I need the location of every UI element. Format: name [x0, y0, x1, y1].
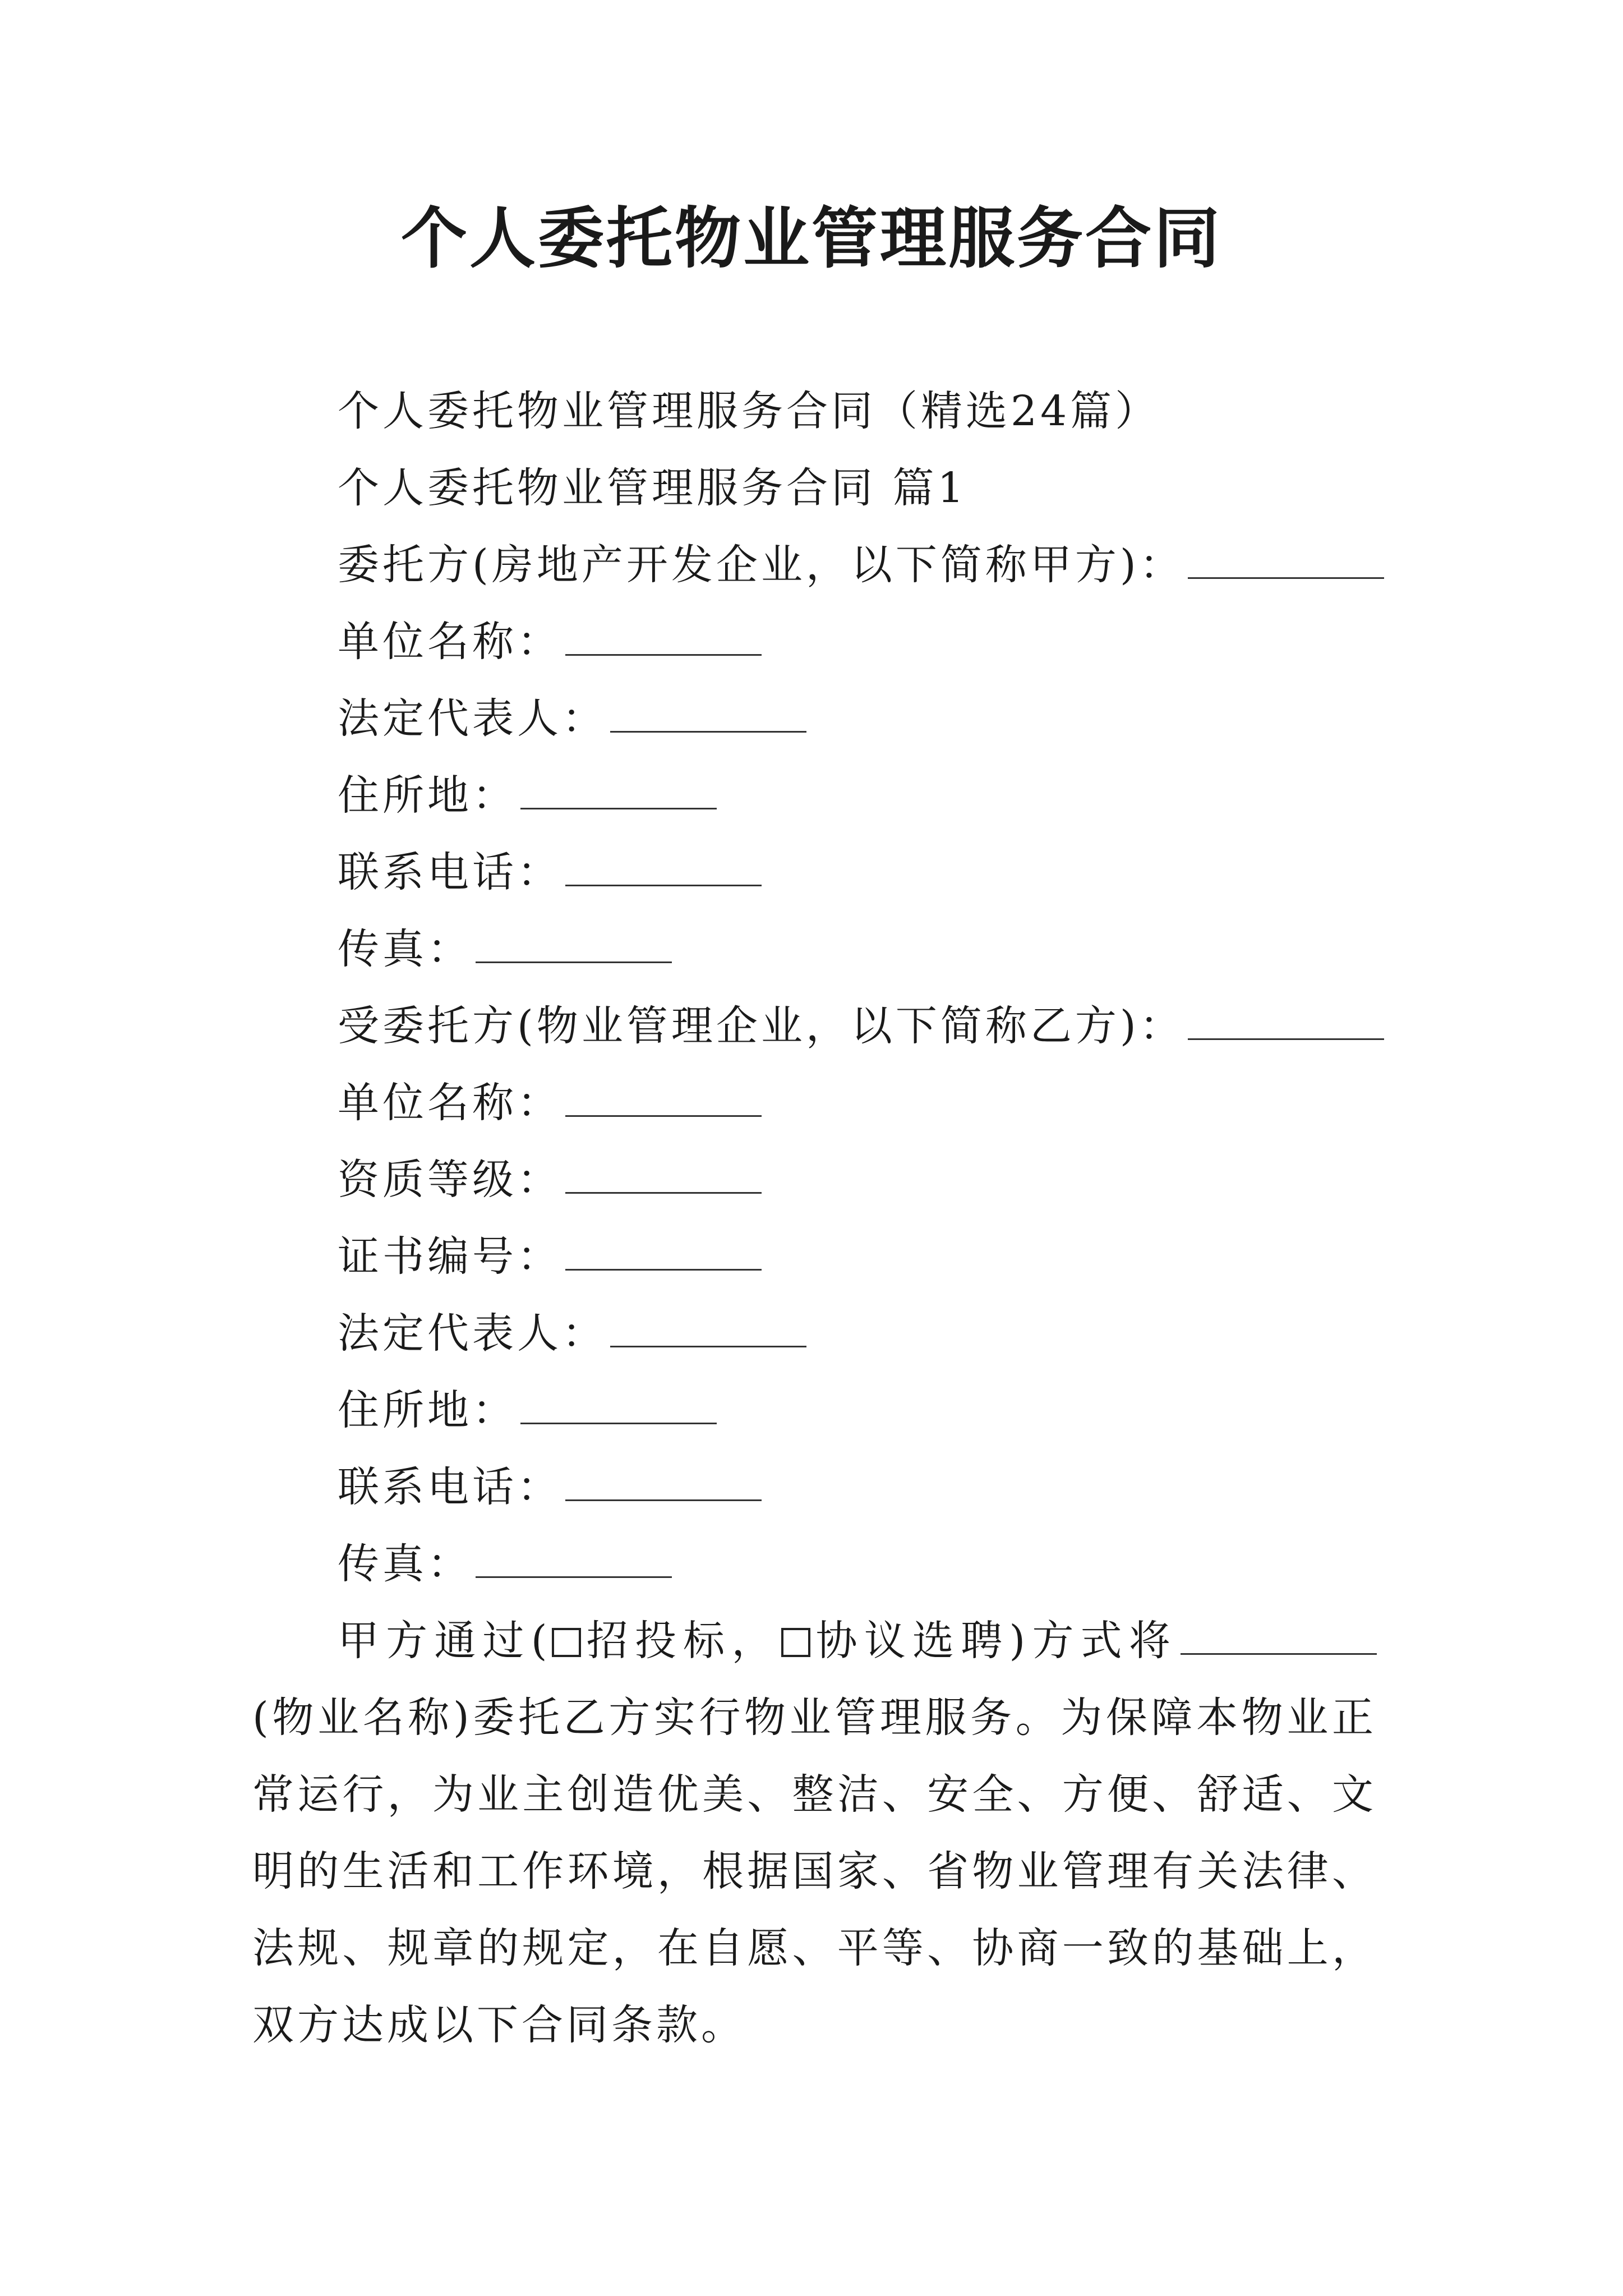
party-a-blank — [1188, 538, 1384, 579]
field-label: 传真： — [338, 1540, 472, 1588]
field-label: 法定代表人： — [338, 694, 607, 743]
fill-blank — [565, 1460, 762, 1501]
party-a-heading-label: 委托方(房地产开发企业，以下简称甲方)： — [338, 541, 1184, 589]
fill-blank — [565, 615, 762, 656]
party-a-field-phone — [252, 834, 1377, 911]
party-b-field-phone — [252, 1449, 1377, 1526]
checkbox-icon — [781, 1628, 810, 1657]
fill-blank — [520, 1383, 717, 1424]
field-label: 单位名称： — [338, 618, 562, 666]
fill-blank — [565, 845, 762, 886]
field-label: 资质等级： — [338, 1156, 562, 1204]
section-heading: 个人委托物业管理服务合同 篇1 — [338, 464, 967, 512]
fill-blank — [476, 1537, 672, 1578]
fill-blank — [565, 1076, 762, 1117]
document-title: 个人委托物业管理服务合同 — [400, 199, 1222, 277]
intro-option1: 招投标， — [583, 1617, 780, 1665]
party-b-field-qualification — [252, 1142, 1377, 1218]
field-label: 联系电话： — [338, 848, 562, 896]
fill-blank — [565, 1153, 762, 1194]
party-b-field-legal-rep — [252, 1295, 1377, 1372]
checkbox-icon — [552, 1628, 581, 1657]
party-b-field-address — [252, 1372, 1377, 1449]
document-subtitle: 个人委托物业管理服务合同（精选24篇） — [338, 387, 1160, 435]
field-label: 传真： — [338, 925, 472, 973]
fill-blank — [610, 1306, 806, 1347]
party-b-blank — [1188, 999, 1384, 1040]
fill-blank — [520, 769, 717, 809]
fill-blank — [476, 922, 672, 963]
party-b-field-certificate — [252, 1218, 1377, 1295]
fill-blank — [565, 1230, 762, 1271]
party-b-field-company — [252, 1065, 1377, 1142]
document-body — [252, 373, 1377, 2064]
intro-part1: 甲方通过( — [338, 1617, 551, 1665]
property-name-blank — [1181, 1614, 1377, 1655]
field-label: 法定代表人： — [338, 1309, 607, 1358]
field-label: 证书编号： — [338, 1232, 562, 1281]
party-a-field-fax — [252, 911, 1377, 988]
intro-paragraph — [252, 1603, 1377, 2064]
intro-part2: (物业名称)委托乙方实行物业管理服务。为保障本物业正常运行，为业主创造优美、整洁、安全、方便、舒适、文明的生活和工作环境，根据国家、省物业管理有关法律、法规、规章的规定，在自愿、平等、协商一致的基础上，双方达成以下合同条款。 — [252, 1694, 1377, 2049]
party-a-heading — [252, 527, 1377, 604]
party-a-field-address — [252, 757, 1377, 834]
field-label: 住所地： — [338, 1386, 517, 1434]
intro-option2: 协议选聘)方式将 — [812, 1617, 1177, 1665]
fill-blank — [610, 692, 806, 733]
party-b-heading — [252, 988, 1377, 1065]
party-a-field-legal-rep — [252, 680, 1377, 757]
field-label: 住所地： — [338, 771, 517, 820]
party-b-field-fax — [252, 1526, 1377, 1603]
party-a-field-company — [252, 604, 1377, 680]
field-label: 联系电话： — [338, 1463, 562, 1511]
field-label: 单位名称： — [338, 1079, 562, 1127]
party-b-heading-label: 受委托方(物业管理企业，以下简称乙方)： — [338, 1002, 1184, 1050]
